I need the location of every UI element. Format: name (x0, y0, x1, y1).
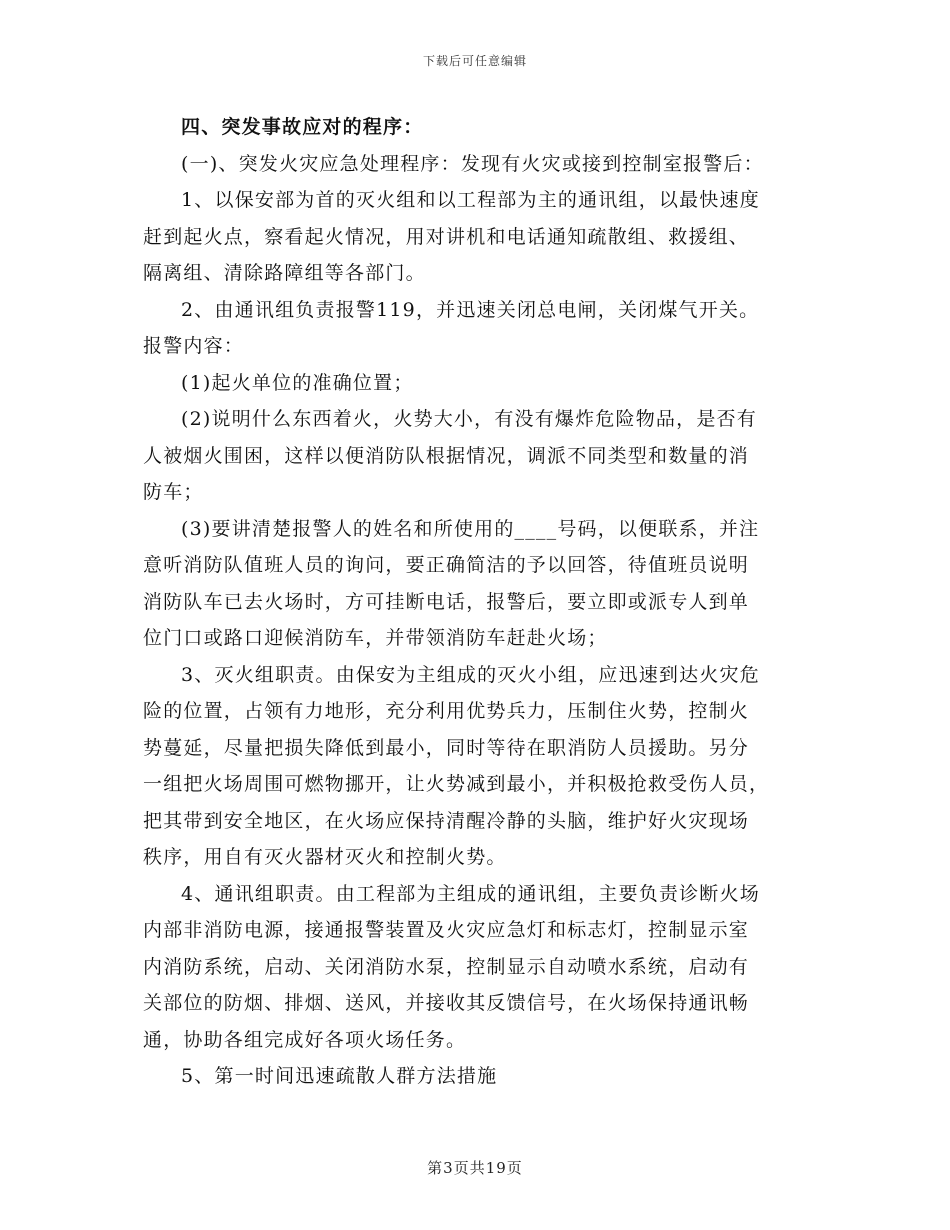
text-line: 险的位置，占领有力地形，充分利用优势兵力，压制住火势，控制火 (143, 700, 750, 722)
text-line: 通，协助各组完成好各项火场任务。 (143, 1028, 467, 1051)
page-header: 下载后可任意编辑 (422, 54, 527, 68)
text-line: 关部位的防烟、排烟、送风，并接收其反馈信号，在火场保持通讯畅 (143, 992, 750, 1014)
text-line: 3、灭火组职责。由保安为主组成的灭火小组，应迅速到达火灾危 (181, 663, 760, 686)
text-line: 防车； (143, 481, 204, 503)
text-line: 5、第一时间迅速疏散人群方法措施 (181, 1065, 498, 1087)
text-line: 一组把火场周围可燃物挪开，让火势减到最小，并积极抢救受伤人员， (143, 773, 770, 795)
text-line: 2、由通讯组负责报警119，并迅速关闭总电闸，关闭煤气开关。 (181, 298, 760, 321)
text-line: (1)起火单位的准确位置； (181, 371, 414, 394)
text-line: 隔离组、清除路障组等各部门。 (143, 262, 426, 284)
text-line: (3)要讲清楚报警人的姓名和所使用的____号码，以便联系，并注 (181, 517, 760, 540)
text-line: 内部非消防电源，接通报警装置及火灾应急灯和标志灯，控制显示室 (143, 919, 750, 941)
text-line: (2)说明什么东西着火，火势大小，有没有爆炸危险物品，是否有 (181, 408, 757, 430)
document-body (143, 109, 809, 1095)
text-line: 内消防系统，启动、关闭消防水泵，控制显示自动喷水系统，启动有 (143, 955, 750, 978)
paragraph-lines (143, 146, 809, 1095)
text-line: 1、以保安部为首的灭火组和以工程部为主的通讯组，以最快速度 (181, 189, 760, 211)
text-line: 赶到起火点，察看起火情况，用对讲机和电话通知疏散组、救援组、 (143, 225, 750, 248)
text-line: 位门口或路口迎候消防车，并带领消防车赶赴火场； (143, 627, 608, 649)
text-line: (一)、突发火灾应急处理程序：发现有火灾或接到控制室报警后： (181, 152, 764, 175)
section-title: 四、突发事故应对的程序： (181, 116, 424, 138)
text-line: 报警内容： (143, 335, 245, 357)
text-line: 人被烟火围困，这样以便消防队根据情况，调派不同类型和数量的消 (143, 444, 750, 467)
text-line: 把其带到安全地区，在火场应保持清醒冷静的头脑，维护好火灾现场 (143, 809, 750, 832)
text-line: 意听消防队值班人员的询问，要正确简洁的予以回答，待值班员说明 (143, 554, 750, 576)
text-line: 秩序，用自有灭火器材灭火和控制火势。 (143, 846, 507, 868)
text-line: 4、通讯组职责。由工程部为主组成的通讯组，主要负责诊断火场 (181, 882, 760, 905)
page-number: 第3页共19页 (427, 1159, 523, 1177)
text-line: 消防队车已去火场时，方可挂断电话，报警后，要立即或派专人到单 (143, 590, 750, 613)
text-line: 势蔓延，尽量把损失降低到最小，同时等待在职消防人员援助。另分 (143, 736, 750, 759)
